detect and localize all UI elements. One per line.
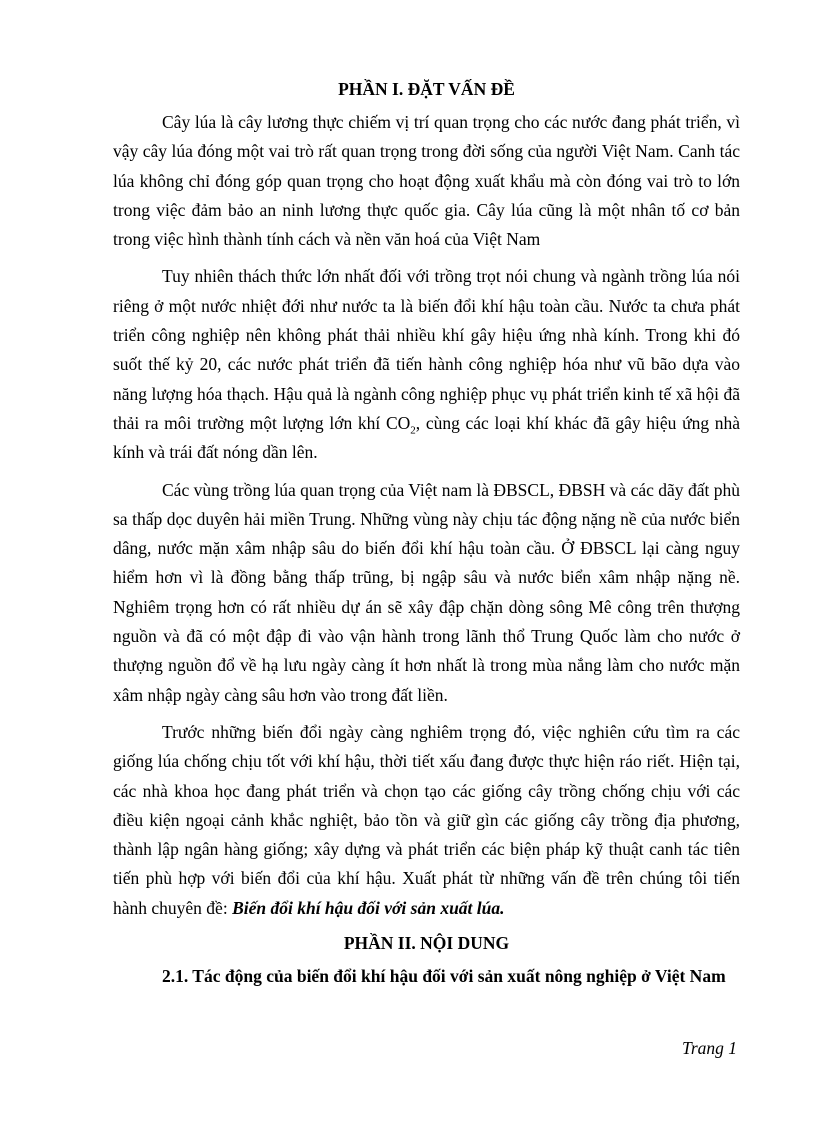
paragraph-4-text: Trước những biến đổi ngày càng nghiêm trọng đó, việc nghiên cứu tìm ra các giống lúa chống chịu tốt với khí hậu, thời tiết xấu đang được thực hiện ráo riết. Hiện tại, các nhà khoa học đang phát triển và chọn tạo các giống cây trồng chống chịu với các điều kiện ngoại cảnh khắc nghiệt, bảo tồn và giữ gìn các giống cây trồng địa phương, thành lập ngân hàng giống; xây dựng và phát triển các biện pháp kỹ thuật canh tác tiên tiến phù hợp với biến đổi của khí hậu. Xuất phát từ những vấn đề trên chúng tôi tiến hành chuyên đề: (113, 721, 740, 918)
section-heading-2: PHẦN II. NỘI DUNG (343, 933, 510, 954)
co2-subscript: 2 (410, 424, 416, 437)
co2-symbol (385, 412, 416, 437)
page-number: Trang 1 (682, 1038, 737, 1058)
co2-main: CO (385, 412, 411, 433)
paragraph-1: Cây lúa là cây lương thực chiếm vị trí quan trọng cho các nước đang phát triển, vì vậy cây lúa đóng một vai trò rất quan trọng trong đời sống của người Việt Nam. Canh tác lúa không chỉ đóng góp quan trọng cho hoạt động xuất khẩu mà còn đóng vai trò to lớn trong việc đảm bảo an ninh lương thực quốc gia. Cây lúa cũng là một nhân tố cơ bản trong việc hình thành tính cách và nền văn hoá của Việt Nam (113, 112, 740, 250)
paragraph-3: Các vùng trồng lúa quan trọng của Việt nam là ĐBSCL, ĐBSH và các dãy đất phù sa thấp dọc duyên hải miền Trung. Những vùng này chịu tác động nặng nề của nước biển dâng, nước mặn xâm nhập sâu do biến đổi khí hậu toàn cầu. Ở ĐBSCL lại càng nguy hiểm hơn vì là đồng bằng thấp trũng, bị ngập sâu và nước biển xâm nhập nặng nề. Nghiêm trọng hơn có rất nhiều dự án sẽ xây đập chặn dòng sông Mê công trên thượng nguồn và đã có một đập đi vào vận hành trong lãnh thổ Trung Quốc làm cho nước ở thượng nguồn đổ về hạ lưu ngày càng ít hơn nhất là trong mùa nắng làm cho nước mặn xâm nhập ngày càng sâu hơn vào trong đất liền. (113, 479, 740, 705)
topic-title: Biến đổi khí hậu đối với sản xuất lúa. (232, 897, 505, 918)
paragraph-4 (113, 718, 740, 923)
document-body (113, 78, 740, 991)
subsection-heading: 2.1. Tác động của biến đổi khí hậu đối với sản xuất nông nghiệp ở Việt Nam (162, 966, 726, 987)
paragraph-2 (113, 262, 740, 467)
section-heading-1: PHẦN I. ĐẶT VẤN ĐỀ (338, 79, 515, 99)
paragraph-2-tail: , cùng các loại khí khác đã gây hiệu ứng nhà kính và trái đất nóng dần lên. (113, 412, 741, 463)
paragraph-2-text: Tuy nhiên thách thức lớn nhất đối với trồng trọt nói chung và ngành trồng lúa nói riêng ở một nước nhiệt đới như nước ta là biến đổi khí hậu toàn cầu. Nước ta chưa phát triển công nghiệp nên không phát thải nhiều khí gây hiệu ứng nhà kính. Trong khi đó suốt thế kỷ 20, các nước phát triển đã tiến hành công nghiệp hóa như vũ bão dựa vào năng lượng hóa thạch. Hậu quả là ngành công nghiệp phục vụ phát triển kinh tế xã hội đã thải ra môi trường một lượng lớn khí (113, 266, 740, 433)
